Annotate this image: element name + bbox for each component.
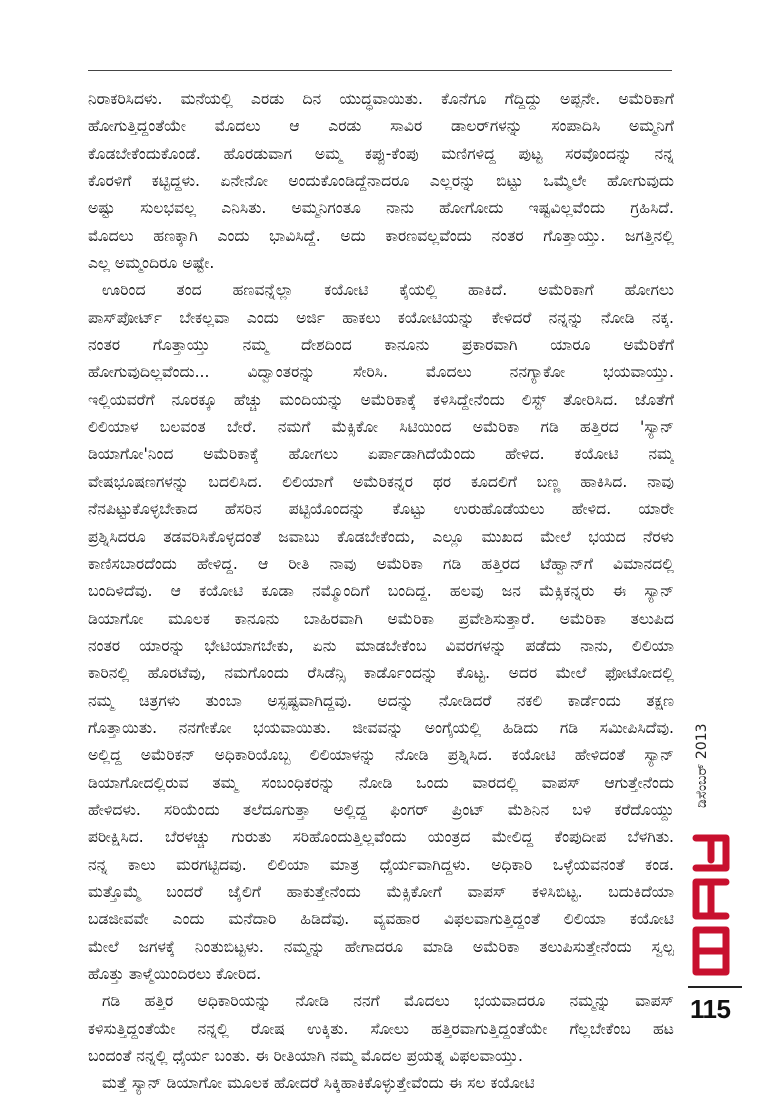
page-number-rule (688, 986, 742, 988)
paragraph (88, 86, 674, 277)
text-line: ಕಾಣಿಸಬಾರದೆಂದು ಹೇಳಿದ್ದ. ಆ ರೀತಿ ನಾವು ಅಮೆರಿಕಾ ಗಡಿ ಹತ್ತಿರದ ಟೆಹ್ವಾನ್‌ಗೆ ವಿಮಾನದಲ್ಲಿ (88, 554, 674, 573)
text-line: ಪರೀಕ್ಷಿಸಿದ. ಬೆರಳಚ್ಚು ಗುರುತು ಸರಿಹೊಂದುತ್ತಿಲ್ಲವೆಂದು ಯಂತ್ರದ ಮೇಲಿದ್ದ ಕೆಂಪುದೀಪ ಬೆಳಗಿತು. (88, 828, 674, 847)
text-line: ಡಿಯಾಗೋ ಮೂಲಕ ಕಾನೂನು ಬಾಹಿರವಾಗಿ ಅಮೆರಿಕಾ ಪ್ರವೇಶಿಸುತ್ತಾರೆ. ಅಮೆರಿಕಾ ತಲುಪಿದ (88, 609, 674, 628)
text-line: ಲಿಲಿಯಾಳ ಬಲವಂತ ಬೇರೆ. ನಮಗೆ ಮೆಕ್ಸಿಕೋ ಸಿಟಿಯಿಂದ ಅಮೆರಿಕಾ ಗಡಿ ಹತ್ತಿರದ 'ಸ್ಯಾನ್ (88, 418, 674, 437)
text-line: ನಂತರ ಯಾರನ್ನು ಭೇಟಿಯಾಗಬೇಕು, ಏನು ಮಾಡಬೇಕೆಂಬ ವಿವರಗಳನ್ನು ಪಡೆದು ನಾನು, ಲಿಲಿಯಾ (88, 636, 674, 655)
text-line: ಡಿಯಾಗೋದಲ್ಲಿರುವ ತಮ್ಮ ಸಂಬಂಧಿಕರನ್ನು ನೋಡಿ ಒಂದು ವಾರದಲ್ಲಿ ವಾಪಸ್ ಆಗುತ್ತೇನೆಂದು (88, 773, 674, 792)
text-line: ಮೊದಲು ಹಣಕ್ಕಾಗಿ ಎಂದು ಭಾವಿಸಿದ್ದೆ. ಅದು ಕಾರಣವಲ್ಲವೆಂದು ನಂತರ ಗೊತ್ತಾಯ್ತು. ಜಗತ್ತಿನಲ್ಲಿ (88, 226, 674, 245)
text-line: ಹೋಗುವುದಿಲ್ಲವೆಂದು... ವಿದ್ವಾಂತರನ್ನು ಸೇರಿಸಿ. ಮೊದಲು ನನಗ್ಯಾಕೋ ಭಯವಾಯ್ತು. (88, 363, 674, 382)
text-line: ಹೊತ್ತು ತಾಳ್ಮೆಯಿಂದಿರಲು ಕೋರಿದ. (88, 965, 262, 983)
page-number: 115 (690, 994, 731, 1024)
text-line: ಡಿಯಾಗೋ'ನಿಂದ ಅಮೆರಿಕಾಕ್ಕೆ ಹೋಗಲು ಏರ್ಪಾಡಾಗಿದೆಯೆಂದು ಹೇಳಿದ. ಕಯೋಟಿ ನಮ್ಮ (88, 445, 674, 464)
text-line: ಬಂದಂತೆ ನನ್ನಲ್ಲಿ ಧೈರ್ಯ ಬಂತು. ಈ ರೀತಿಯಾಗಿ ನಮ್ಮ ಮೊದಲ ಪ್ರಯತ್ನ ವಿಫಲವಾಯ್ತು. (88, 1047, 523, 1066)
text-line: ನೆನಪಿಟ್ಟುಕೊಳ್ಳಬೇಕಾದ ಹೆಸರಿನ ಪಟ್ಟಿಯೊಂದನ್ನು ಕೊಟ್ಟು ಉರುಹೊಡೆಯಲು ಹೇಳಿದ. ಯಾರೇ (88, 500, 674, 519)
paragraph (88, 1070, 674, 1097)
text-line: ಪ್ರಶ್ನಿಸಿದರೂ ತಡವರಿಸಿಕೊಳ್ಳದಂತೆ ಜವಾಬು ಕೊಡಬೇಕೆಂದು, ಎಲ್ಲೂ ಮುಖದ ಮೇಲೆ ಭಯದ ನೆರಳು (88, 527, 674, 546)
text-line: ಪಾಸ್‌ಪೋರ್ಟ್ ಬೇಕಲ್ಲವಾ ಎಂದು ಅರ್ಜಿ ಹಾಕಲು ಕಯೋಟಿಯನ್ನು ಕೇಳಿದರೆ ನನ್ನನ್ನು ನೋಡಿ ನಕ್ಕ. (88, 308, 674, 327)
text-line: ಊರಿಂದ ತಂದ ಹಣವನ್ನೆಲ್ಲಾ ಕಯೋಟಿ ಕೈಯಲ್ಲಿ ಹಾಕಿದೆ. ಅಮೆರಿಕಾಗೆ ಹೋಗಲು (102, 281, 674, 300)
text-line: ಮೇಲೆ ಜಗಳಕ್ಕೆ ನಿಂತುಬಿಟ್ಟಳು. ನಮ್ಮನ್ನು ಹೇಗಾದರೂ ಮಾಡಿ ಅಮೆರಿಕಾ ತಲುಪಿಸುತ್ತೇನೆಂದು ಸ್ವಲ್ಪ (88, 937, 674, 956)
paragraph (88, 277, 674, 988)
text-line: ಗೊತ್ತಾಯಿತು. ನನಗೇಕೋ ಭಯವಾಯಿತು. ಜೀವವನ್ನು ಅಂಗೈಯಲ್ಲಿ ಹಿಡಿದು ಗಡಿ ಸಮೀಪಿಸಿದೆವು. (88, 718, 674, 737)
text-line: ಕಳಿಸುತ್ತಿದ್ದಂತೆಯೇ ನನ್ನಲ್ಲಿ ರೋಷ ಉಕ್ಕಿತು. ಸೋಲು ಹತ್ತಿರವಾಗುತ್ತಿದ್ದಂತೆಯೇ ಗೆಲ್ಲಬೇಕೆಂಬ ಹಟ (88, 1019, 674, 1038)
text-line: ಇಲ್ಲಿಯವರೆಗೆ ನೂರಕ್ಕೂ ಹೆಚ್ಚು ಮಂದಿಯನ್ನು ಅಮೆರಿಕಾಕ್ಕೆ ಕಳಿಸಿದ್ದೇನೆಂದು ಲಿಸ್ಟ್ ತೋರಿಸಿದ. ಜೊತೆಗೆ (88, 390, 674, 409)
text-line: ನಮ್ಮ ಚಿತ್ರಗಳು ತುಂಬಾ ಅಸ್ಪಷ್ಟವಾಗಿದ್ದವು. ಅದನ್ನು ನೋಡಿದರೆ ನಕಲಿ ಕಾರ್ಡೆಂದು ತಕ್ಷಣ (88, 691, 674, 710)
text-line: ಹೋಗುತ್ತಿದ್ದಂತೆಯೇ ಮೊದಲು ಆ ಎರಡು ಸಾವಿರ ಡಾಲರ್‌ಗಳನ್ನು ಸಂಪಾದಿಸಿ ಅಮ್ಮನಿಗೆ (88, 117, 674, 136)
magazine-logo (690, 830, 732, 980)
text-line: ನಂತರ ಗೊತ್ತಾಯ್ತು ನಮ್ಮ ದೇಶದಿಂದ ಕಾನೂನು ಪ್ರಕಾರವಾಗಿ ಯಾರೂ ಅಮೆರಿಕೆಗೆ (88, 336, 674, 355)
text-line: ವೇಷಭೂಷಣಗಳನ್ನು ಬದಲಿಸಿದ. ಲಿಲಿಯಾಗೆ ಅಮೆರಿಕನ್ನರ ಥರ ಕೂದಲಿಗೆ ಬಣ್ಣ ಹಾಕಿಸಿದ. ನಾವು (88, 472, 674, 491)
header-rule (88, 70, 672, 71)
text-line: ಮತ್ತೊಮ್ಮೆ ಬಂದರೆ ಜೈಲಿಗೆ ಹಾಕುತ್ತೇನೆಂದು ಮೆಕ್ಸಿಕೋಗೆ ವಾಪಸ್ ಕಳಿಸಿಬಿಟ್ಟ. ಬದುಕಿದೆಯಾ (88, 882, 674, 901)
text-line: ಅಲ್ಲಿದ್ದ ಅಮೆರಿಕನ್ ಅಧಿಕಾರಿಯೊಬ್ಬ ಲಿಲಿಯಾಳನ್ನು ನೋಡಿ ಪ್ರಶ್ನಿಸಿದ. ಕಯೋಟಿ ಹೇಳಿದಂತೆ ಸ್ಯಾನ್ (88, 746, 674, 765)
text-line: ಕೊಡಬೇಕೆಂದುಕೊಂಡೆ. ಹೊರಡುವಾಗ ಅಮ್ಮ ಕಪ್ಪು-ಕೆಂಪು ಮಣಿಗಳಿದ್ದ ಪುಟ್ಟ ಸರವೊಂದನ್ನು ನನ್ನ (88, 144, 674, 163)
text-line: ಕೊರಳಿಗೆ ಕಟ್ಟಿದ್ದಳು. ಏನೇನೋ ಅಂದುಕೊಂಡಿದ್ದೆನಾದರೂ ಎಲ್ಲರನ್ನು ಬಿಟ್ಟು ಒಮ್ಮೆಲೇ ಹೋಗುವುದು (88, 172, 674, 191)
text-line: ಮತ್ತೆ ಸ್ಯಾನ್ ಡಿಯಾಗೋ ಮೂಲಕ ಹೋದರೆ ಸಿಕ್ಕಿಹಾಕಿಕೊಳ್ಳುತ್ತೇವೆಂದು ಈ ಸಲ ಕಯೋಟಿ (102, 1074, 535, 1093)
text-line: ಹೇಳಿದಳು. ಸರಿಯೆಂದು ತಲೆದೂಗುತ್ತಾ ಅಲ್ಲಿದ್ದ ಫಿಂಗರ್ ಪ್ರಿಂಟ್ ಮೆಶಿನಿನ ಬಳಿ ಕರೆದೊಯ್ದು (88, 800, 674, 819)
issue-date: ಡಿಸೆಂಬರ್ 2013 (694, 723, 710, 808)
text-line: ಎಲ್ಲ ಅಮ್ಮಂದಿರೂ ಅಷ್ಟೇ. (88, 254, 215, 273)
paragraph (88, 988, 674, 1070)
text-line: ಕಾರಿನಲ್ಲಿ ಹೊರಟೆವು, ನಮಗೊಂದು ರೆಸಿಡೆನ್ಸಿ ಕಾರ್ಡೊಂದನ್ನು ಕೊಟ್ಟ. ಅದರ ಮೇಲೆ ಫೋಟೋದಲ್ಲಿ (88, 664, 674, 683)
text-line: ಬಂದಿಳಿದೆವು. ಆ ಕಯೋಟಿ ಕೂಡಾ ನಮ್ಮೊಂದಿಗೆ ಬಂದಿದ್ದ. ಹಲವು ಜನ ಮೆಕ್ಸಿಕನ್ನರು ಈ ಸ್ಯಾನ್ (88, 582, 674, 601)
article-body (88, 86, 674, 1098)
text-line: ಅಷ್ಟು ಸುಲಭವಲ್ಲ ಎನಿಸಿತು. ಅಮ್ಮನಿಗಂತೂ ನಾನು ಹೋಗೋದು ಇಷ್ಟವಿಲ್ಲವೆಂದು ಗ್ರಹಿಸಿದೆ. (88, 199, 674, 218)
text-line: ಗಡಿ ಹತ್ತಿರ ಅಧಿಕಾರಿಯನ್ನು ನೋಡಿ ನನಗೆ ಮೊದಲು ಭಯವಾದರೂ ನಮ್ಮನ್ನು ವಾಪಸ್ (102, 992, 674, 1011)
text-line: ಬಡಜೀವವೇ ಎಂದು ಮನೆದಾರಿ ಹಿಡಿದೆವು. ವ್ಯವಹಾರ ವಿಫಲವಾಗುತ್ತಿದ್ದಂತೆ ಲಿಲಿಯಾ ಕಯೋಟಿ (88, 910, 674, 929)
text-line: ನಿರಾಕರಿಸಿದಳು. ಮನೆಯಲ್ಲಿ ಎರಡು ದಿನ ಯುದ್ಧವಾಯಿತು. ಕೊನೆಗೂ ಗೆದ್ದಿದ್ದು ಅಪ್ಪನೇ. ಅಮೆರಿಕಾಗೆ (88, 90, 674, 108)
text-line: ನನ್ನ ಕಾಲು ಮರಗಟ್ಟಿದವು. ಲಿಲಿಯಾ ಮಾತ್ರ ಧೈರ್ಯವಾಗಿದ್ದಳು. ಅಧಿಕಾರಿ ಒಳ್ಳೆಯವನಂತೆ ಕಂಡ. (88, 855, 674, 874)
